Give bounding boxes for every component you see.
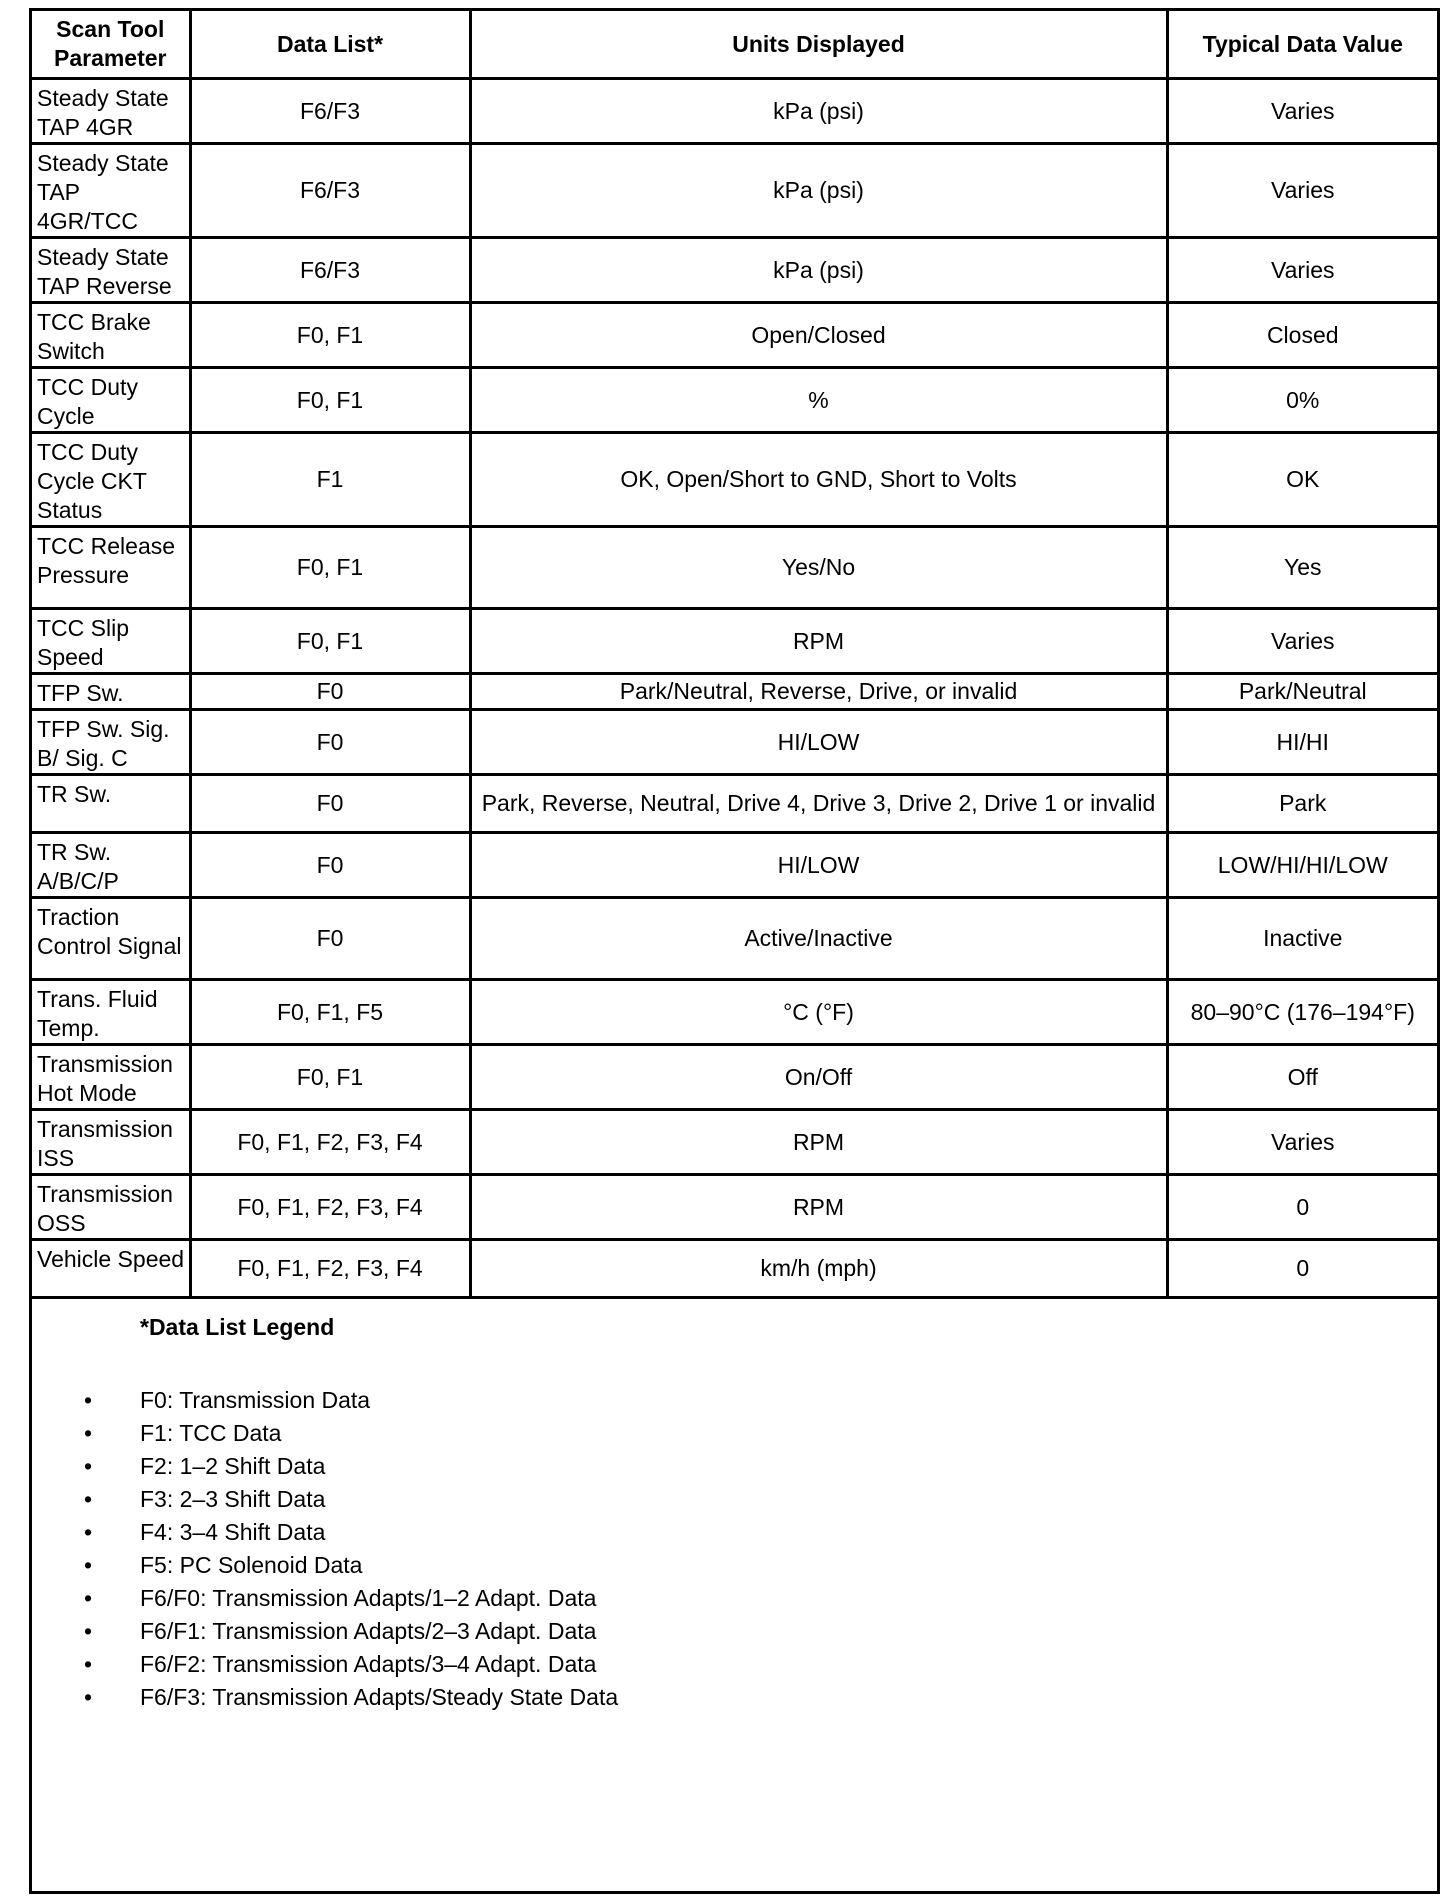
units-cell: HI/LOW	[470, 833, 1167, 898]
table-row	[32, 527, 1437, 609]
typical-value-cell: LOW/HI/HI/LOW	[1167, 833, 1437, 898]
units-cell: kPa (psi)	[470, 238, 1167, 303]
legend-item-text: F6/F3: Transmission Adapts/Steady State Data	[140, 1684, 619, 1710]
legend-item-text: F6/F0: Transmission Adapts/1–2 Adapt. Data	[140, 1585, 597, 1611]
legend-item	[32, 1384, 1437, 1417]
data-list-cell: F0, F1, F2, F3, F4	[190, 1240, 470, 1298]
units-cell: Open/Closed	[470, 303, 1167, 368]
units-cell: Park, Reverse, Neutral, Drive 4, Drive 3, Drive 2, Drive 1 or invalid	[470, 775, 1167, 833]
param-cell: TCC Release Pressure	[32, 527, 190, 609]
typical-value-cell: Varies	[1167, 238, 1437, 303]
units-cell: HI/LOW	[470, 710, 1167, 775]
legend-item	[32, 1450, 1437, 1483]
table-row	[32, 1045, 1437, 1110]
units-cell: RPM	[470, 1175, 1167, 1240]
units-cell: km/h (mph)	[470, 1240, 1167, 1298]
units-cell: Yes/No	[470, 527, 1167, 609]
data-list-cell: F0	[190, 674, 470, 710]
param-cell: TFP Sw. Sig. B/ Sig. C	[32, 710, 190, 775]
data-list-cell: F6/F3	[190, 238, 470, 303]
legend-item-text: F5: PC Solenoid Data	[140, 1552, 363, 1578]
data-list-cell: F0	[190, 898, 470, 980]
units-cell: %	[470, 368, 1167, 433]
data-list-cell: F0	[190, 775, 470, 833]
data-list-cell: F0, F1	[190, 609, 470, 674]
table-row	[32, 1110, 1437, 1175]
table-row	[32, 238, 1437, 303]
units-cell: kPa (psi)	[470, 144, 1167, 238]
param-cell: Steady State TAP Reverse	[32, 238, 190, 303]
param-cell: TR Sw. A/B/C/P	[32, 833, 190, 898]
table-row	[32, 368, 1437, 433]
units-cell: OK, Open/Short to GND, Short to Volts	[470, 433, 1167, 527]
legend-item-text: F2: 1–2 Shift Data	[140, 1453, 326, 1479]
typical-value-cell: Yes	[1167, 527, 1437, 609]
units-cell: On/Off	[470, 1045, 1167, 1110]
units-cell: kPa (psi)	[470, 79, 1167, 144]
table-row	[32, 1240, 1437, 1298]
legend-list	[32, 1384, 1437, 1714]
units-cell: Active/Inactive	[470, 898, 1167, 980]
units-cell: Park/Neutral, Reverse, Drive, or invalid	[470, 674, 1167, 710]
units-cell: RPM	[470, 1110, 1167, 1175]
param-cell: TFP Sw.	[32, 674, 190, 710]
legend-item	[32, 1417, 1437, 1450]
bullet-icon: •	[84, 1420, 93, 1446]
bullet-icon: •	[84, 1519, 93, 1545]
param-cell: Steady State TAP 4GR/TCC	[32, 144, 190, 238]
legend-item	[32, 1681, 1437, 1714]
table-row	[32, 433, 1437, 527]
typical-value-cell: HI/HI	[1167, 710, 1437, 775]
param-cell: TR Sw.	[32, 775, 190, 833]
data-list-cell: F0, F1, F2, F3, F4	[190, 1175, 470, 1240]
table-row	[32, 980, 1437, 1045]
typical-value-cell: Park/Neutral	[1167, 674, 1437, 710]
legend-item-text: F6/F1: Transmission Adapts/2–3 Adapt. Data	[140, 1618, 597, 1644]
param-cell: Transmission ISS	[32, 1110, 190, 1175]
typical-value-cell: Varies	[1167, 609, 1437, 674]
data-list-legend	[32, 1299, 1437, 1714]
data-list-cell: F0, F1	[190, 1045, 470, 1110]
bullet-icon: •	[84, 1552, 93, 1578]
typical-value-cell: Closed	[1167, 303, 1437, 368]
legend-item	[32, 1516, 1437, 1549]
typical-value-cell: OK	[1167, 433, 1437, 527]
legend-item	[32, 1648, 1437, 1681]
bullet-icon: •	[84, 1486, 93, 1512]
typical-value-cell: Varies	[1167, 144, 1437, 238]
legend-item	[32, 1582, 1437, 1615]
typical-value-cell: 80–90°C (176–194°F)	[1167, 980, 1437, 1045]
bullet-icon: •	[84, 1387, 93, 1413]
typical-value-cell: Park	[1167, 775, 1437, 833]
data-list-cell: F6/F3	[190, 144, 470, 238]
legend-item	[32, 1549, 1437, 1582]
legend-title: *Data List Legend	[140, 1314, 335, 1340]
data-list-cell: F0, F1	[190, 527, 470, 609]
legend-item	[32, 1615, 1437, 1648]
table-row	[32, 1175, 1437, 1240]
table-row	[32, 674, 1437, 710]
bullet-icon: •	[84, 1585, 93, 1611]
table-row	[32, 79, 1437, 144]
header-scan-tool-parameter: Scan Tool Parameter	[32, 11, 190, 79]
table-row	[32, 609, 1437, 674]
table-body	[32, 79, 1437, 1298]
param-cell: TCC Brake Switch	[32, 303, 190, 368]
data-list-cell: F0, F1, F5	[190, 980, 470, 1045]
header-units-displayed: Units Displayed	[470, 11, 1167, 79]
table-row	[32, 775, 1437, 833]
param-cell: Traction Control Signal	[32, 898, 190, 980]
param-cell: Transmission Hot Mode	[32, 1045, 190, 1110]
header-typical-data-value: Typical Data Value	[1167, 11, 1437, 79]
data-list-cell: F0, F1	[190, 368, 470, 433]
bullet-icon: •	[84, 1453, 93, 1479]
bullet-icon: •	[84, 1651, 93, 1677]
legend-item-text: F1: TCC Data	[140, 1420, 282, 1446]
table-row	[32, 303, 1437, 368]
data-list-cell: F0	[190, 833, 470, 898]
typical-value-cell: 0%	[1167, 368, 1437, 433]
units-cell: °C (°F)	[470, 980, 1167, 1045]
param-cell: Transmission OSS	[32, 1175, 190, 1240]
bullet-icon: •	[84, 1618, 93, 1644]
table-row	[32, 710, 1437, 775]
typical-value-cell: Inactive	[1167, 898, 1437, 980]
param-cell: TCC Duty Cycle	[32, 368, 190, 433]
scan-tool-data-table	[32, 11, 1437, 1299]
legend-item-text: F0: Transmission Data	[140, 1387, 371, 1413]
legend-item-text: F6/F2: Transmission Adapts/3–4 Adapt. Data	[140, 1651, 597, 1677]
param-cell: TCC Duty Cycle CKT Status	[32, 433, 190, 527]
data-list-cell: F6/F3	[190, 79, 470, 144]
data-list-cell: F0, F1, F2, F3, F4	[190, 1110, 470, 1175]
data-list-cell: F0	[190, 710, 470, 775]
param-cell: TCC Slip Speed	[32, 609, 190, 674]
data-list-cell: F1	[190, 433, 470, 527]
table-header-row	[32, 11, 1437, 79]
typical-value-cell: 0	[1167, 1240, 1437, 1298]
units-cell: RPM	[470, 609, 1167, 674]
table-row	[32, 833, 1437, 898]
typical-value-cell: 0	[1167, 1175, 1437, 1240]
param-cell: Vehicle Speed	[32, 1240, 190, 1298]
typical-value-cell: Off	[1167, 1045, 1437, 1110]
bullet-icon: •	[84, 1684, 93, 1710]
data-list-cell: F0, F1	[190, 303, 470, 368]
scan-tool-data-sheet	[29, 8, 1440, 1894]
param-cell: Steady State TAP 4GR	[32, 79, 190, 144]
header-data-list: Data List*	[190, 11, 470, 79]
legend-item-text: F3: 2–3 Shift Data	[140, 1486, 326, 1512]
table-row	[32, 898, 1437, 980]
typical-value-cell: Varies	[1167, 79, 1437, 144]
legend-item-text: F4: 3–4 Shift Data	[140, 1519, 326, 1545]
legend-item	[32, 1483, 1437, 1516]
table-row	[32, 144, 1437, 238]
param-cell: Trans. Fluid Temp.	[32, 980, 190, 1045]
typical-value-cell: Varies	[1167, 1110, 1437, 1175]
